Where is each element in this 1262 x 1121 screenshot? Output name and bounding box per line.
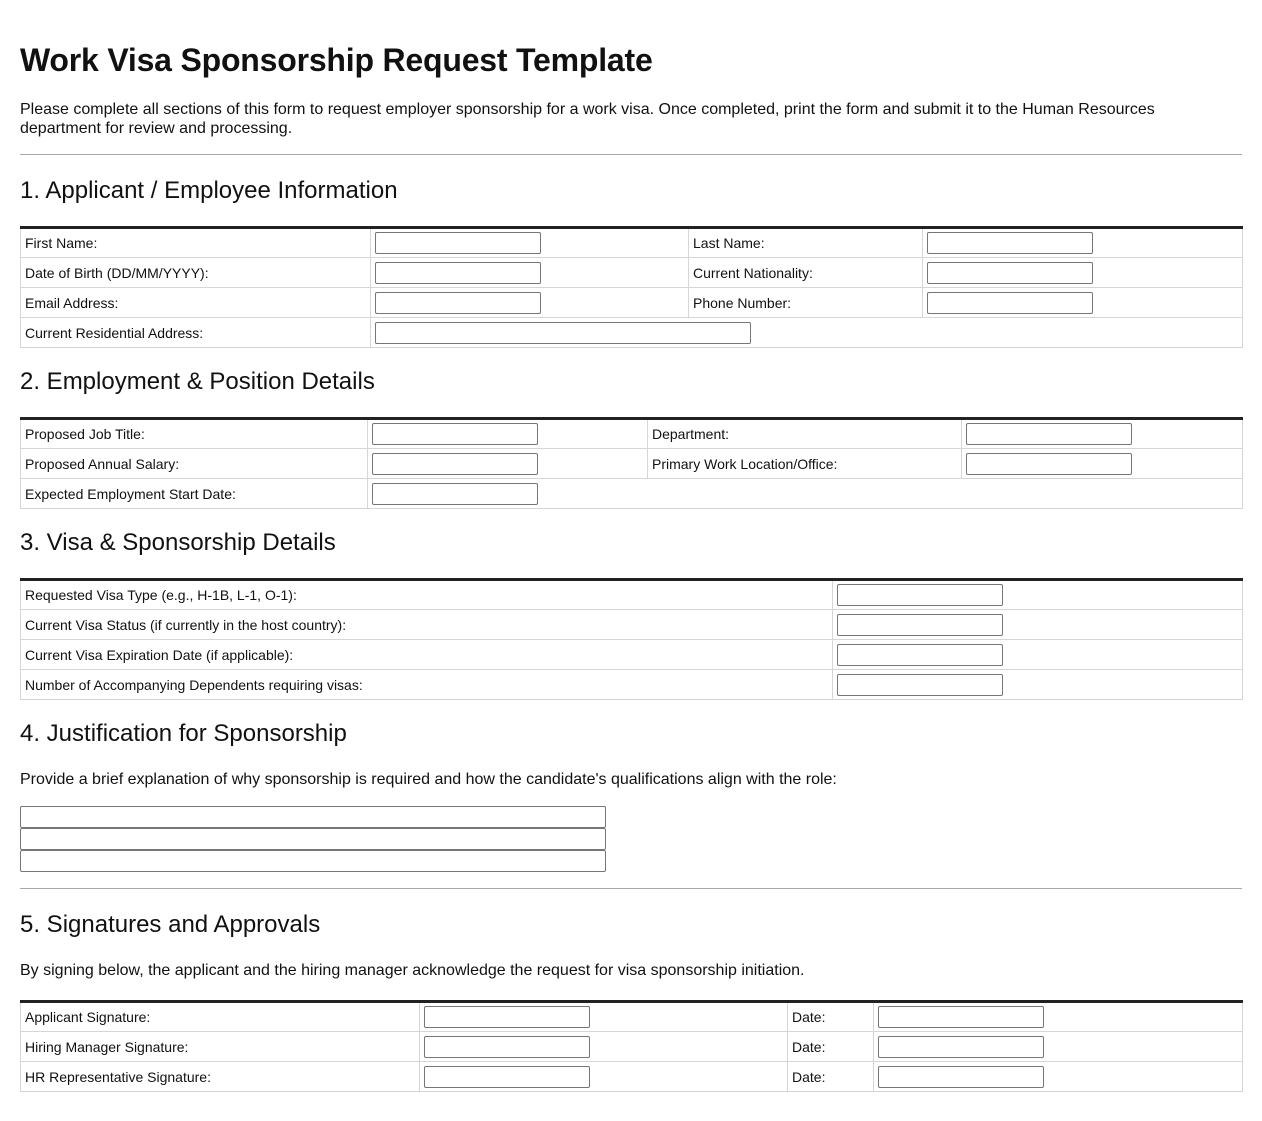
salary-label: Proposed Annual Salary:: [21, 449, 368, 479]
table-row: [21, 288, 1243, 318]
table-row: [21, 419, 1243, 449]
visa-expiry-field[interactable]: [837, 644, 1003, 666]
justification-line-2[interactable]: [20, 828, 606, 850]
applicant-info-table: [20, 226, 1243, 348]
section-4-heading: 4. Justification for Sponsorship: [20, 720, 347, 747]
table-row: [21, 1032, 1243, 1062]
department-field[interactable]: [966, 423, 1132, 445]
table-row: [21, 449, 1243, 479]
job-title-field[interactable]: [372, 423, 538, 445]
work-location-field[interactable]: [966, 453, 1132, 475]
department-label: Department:: [648, 419, 962, 449]
dob-field[interactable]: [375, 262, 541, 284]
table-row: [21, 258, 1243, 288]
justification-line-1[interactable]: [20, 806, 606, 828]
email-field[interactable]: [375, 292, 541, 314]
applicant-date-field[interactable]: [878, 1006, 1044, 1028]
address-label: Current Residential Address:: [21, 318, 371, 348]
date-label: Date:: [788, 1032, 874, 1062]
last-name-label: Last Name:: [689, 228, 923, 258]
table-row: [21, 640, 1243, 670]
hr-signature-field[interactable]: [424, 1066, 590, 1088]
address-field[interactable]: [375, 322, 751, 344]
manager-signature-label: Hiring Manager Signature:: [21, 1032, 420, 1062]
hr-date-field[interactable]: [878, 1066, 1044, 1088]
email-label: Email Address:: [21, 288, 371, 318]
table-row: [21, 1062, 1243, 1092]
employment-details-table: [20, 417, 1243, 509]
dependents-field[interactable]: [837, 674, 1003, 696]
justification-prompt: Provide a brief explanation of why sponsorship is required and how the candidate's qualifications align with the role:: [20, 771, 837, 788]
last-name-field[interactable]: [927, 232, 1093, 254]
page-title: Work Visa Sponsorship Request Template: [20, 42, 653, 78]
start-date-field[interactable]: [372, 483, 538, 505]
dependents-label: Number of Accompanying Dependents requiring visas:: [21, 670, 833, 700]
applicant-signature-field[interactable]: [424, 1006, 590, 1028]
first-name-field[interactable]: [375, 232, 541, 254]
signature-note: By signing below, the applicant and the hiring manager acknowledge the request for visa sponsorship initiation.: [20, 962, 805, 979]
table-row: [21, 610, 1243, 640]
nationality-field[interactable]: [927, 262, 1093, 284]
signatures-table: [20, 1000, 1243, 1092]
job-title-label: Proposed Job Title:: [21, 419, 368, 449]
table-row: [21, 228, 1243, 258]
table-row: [21, 580, 1243, 610]
first-name-label: First Name:: [21, 228, 371, 258]
hr-signature-label: HR Representative Signature:: [21, 1062, 420, 1092]
phone-label: Phone Number:: [689, 288, 923, 318]
table-row: [21, 318, 1243, 348]
table-row: [21, 1002, 1243, 1032]
start-date-label: Expected Employment Start Date:: [21, 479, 368, 509]
salary-field[interactable]: [372, 453, 538, 475]
visa-status-field[interactable]: [837, 614, 1003, 636]
table-row: [21, 479, 1243, 509]
visa-status-label: Current Visa Status (if currently in the host country):: [21, 610, 833, 640]
visa-type-label: Requested Visa Type (e.g., H-1B, L-1, O-1):: [21, 580, 833, 610]
justification-line-3[interactable]: [20, 850, 606, 872]
date-label: Date:: [788, 1002, 874, 1032]
section-1-heading: 1. Applicant / Employee Information: [20, 177, 398, 204]
date-label: Date:: [788, 1062, 874, 1092]
dob-label: Date of Birth (DD/MM/YYYY):: [21, 258, 371, 288]
visa-type-field[interactable]: [837, 584, 1003, 606]
manager-date-field[interactable]: [878, 1036, 1044, 1058]
applicant-signature-label: Applicant Signature:: [21, 1002, 420, 1032]
visa-details-table: [20, 578, 1243, 700]
visa-expiry-label: Current Visa Expiration Date (if applicable):: [21, 640, 833, 670]
section-5-heading: 5. Signatures and Approvals: [20, 911, 321, 938]
manager-signature-field[interactable]: [424, 1036, 590, 1058]
nationality-label: Current Nationality:: [689, 258, 923, 288]
section-2-heading: 2. Employment & Position Details: [20, 368, 375, 395]
phone-field[interactable]: [927, 292, 1093, 314]
work-location-label: Primary Work Location/Office:: [648, 449, 962, 479]
table-row: [21, 670, 1243, 700]
justification-lines: [20, 806, 1242, 872]
intro-text: Please complete all sections of this form to request employer sponsorship for a work visa. Once completed, print the form and submit it to the Human Resources department for review and processing.: [20, 101, 1155, 137]
section-3-heading: 3. Visa & Sponsorship Details: [20, 529, 336, 556]
